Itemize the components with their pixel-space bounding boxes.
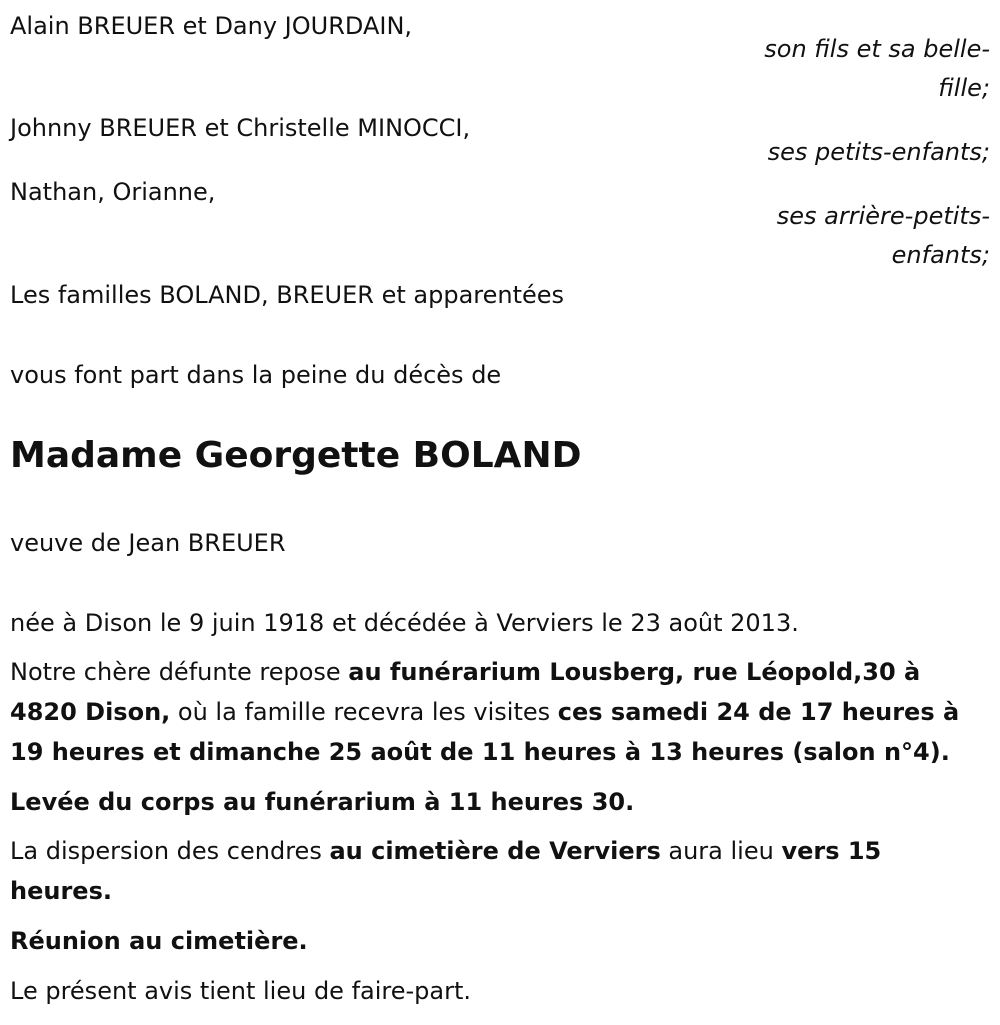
- repose-visits: ces samedi 24 de 17 heures à 19 heures et dimanche 25 août de 11 heures à 13 heures (salon n°4).: [10, 698, 960, 766]
- reunion-paragraph: [10, 921, 985, 961]
- repose-middle: où la famille recevra les visites: [170, 698, 558, 726]
- dispersion-middle: aura lieu: [660, 837, 782, 865]
- widow-of-text: veuve de Jean BREUER: [10, 529, 286, 557]
- family-great-grandchildren-names: Nathan, Orianne,: [10, 178, 216, 206]
- family-great-grandchildren-relation: ses arrière-petits-enfants;: [776, 202, 990, 269]
- levee-paragraph: [10, 782, 985, 822]
- dispersion-place: au cimetière de Verviers: [329, 837, 661, 865]
- repose-place: au funérarium Lousberg, rue Léopold,30 à 4820 Dison,: [10, 658, 921, 726]
- family-related-families: Les familles BOLAND, BREUER et apparentées: [10, 281, 565, 309]
- deceased-name: Madame Georgette BOLAND: [10, 435, 582, 476]
- family-grandchildren-relation: ses petits-enfants;: [767, 138, 990, 166]
- repose-paragraph: [10, 652, 985, 772]
- family-son-names: Alain BREUER et Dany JOURDAIN,: [10, 12, 413, 40]
- family-grandchildren-names: Johnny BREUER et Christelle MINOCCI,: [10, 114, 471, 142]
- repose-intro: Notre chère défunte repose: [10, 658, 349, 686]
- dispersion-intro: La dispersion des cendres: [10, 837, 330, 865]
- closing-text: Le présent avis tient lieu de faire-part.: [10, 977, 472, 1005]
- levee-text: Levée du corps au funérarium à 11 heures 30.: [10, 788, 635, 816]
- dispersion-time: vers 15 heures.: [10, 837, 882, 905]
- announcement-text: vous font part dans la peine du décès de: [10, 361, 502, 389]
- birth-death-text: née à Dison le 9 juin 1918 et décédée à Verviers le 23 août 2013.: [10, 609, 799, 637]
- family-son-relation: son fils et sa belle-fille;: [764, 35, 990, 102]
- reunion-text: Réunion au cimetière.: [10, 927, 308, 955]
- dispersion-paragraph: [10, 831, 985, 911]
